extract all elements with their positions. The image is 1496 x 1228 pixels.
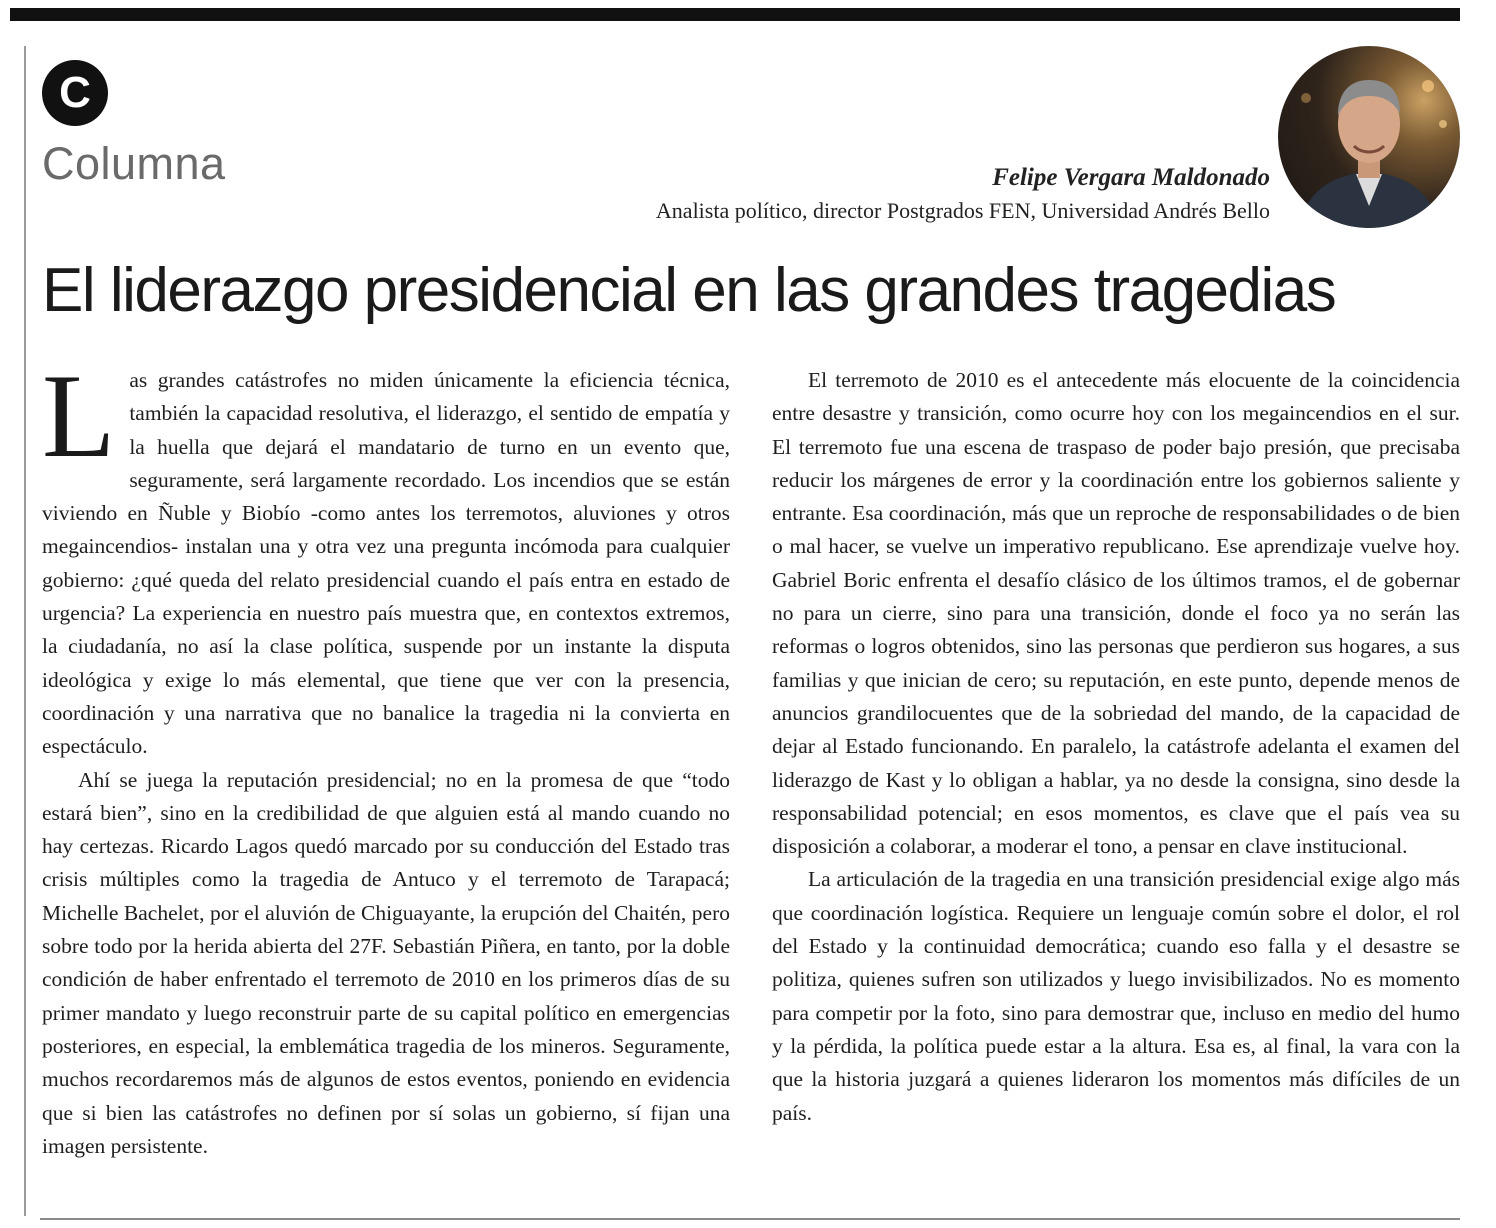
paragraph-text: as grandes catástrofes no miden únicamente la eficiencia técnica, también la capacidad resolutiva, el liderazgo, el sentido de empatía y la huella que dejará el mandatario de turno en un evento que, seguramente, será largamente recordado. Los incendios que se están viviendo en Ñuble y Biobío -como antes los terremotos, aluviones y otros megaincendios- instalan una y otra vez una pregunta incómoda para cualquier gobierno: ¿qué queda del relato presidencial cuando el país entra en estado de urgencia? La experiencia en nuestro país muestra que, en contextos extremos, la ciudadanía, no así la clase política, suspende por un instante la disputa ideológica y exige lo más elemental, que tiene que ver con la presencia, coordinación y una narrativa que no banalice la tragedia ni la convierta en espectáculo. [42,368,730,759]
headline: El liderazgo presidencial en las grandes tragedias [42,256,1336,325]
author-photo [1278,46,1460,228]
author-name: Felipe Vergara Maldonado [992,164,1270,191]
article-paragraph: Ahí se juega la reputación presidencial; no en la promesa de que “todo estará bien”, sino en la credibilidad de que alguien está al mando cuando no hay certezas. Ricardo Lagos quedó marcado por su conducción del Estado tras crisis múltiples como la tragedia de Antuco y el terremoto de Tarapacá; Michelle Bachelet, por el aluvión de Chiguayante, la erupción del Chaitén, pero sobre todo por la herida abierta del 27F. Sebastián Piñera, en tanto, por la doble condición de haber enfrentado el terremoto de 2010 en los primeros días de su primer mandato y luego reconstruir parte de su capital político en emergencias posteriores, en especial, la emblemática tragedia de los mineros. Seguramente, muchos recordaremos más de algunos de estos eventos, poniendo en evidencia que si bien las catástrofes no definen por sí solas un gobierno, sí fijan una imagen persistente. [42,767,730,1158]
article-column-right [772,364,1460,1130]
section-label: Columna [42,138,226,189]
article-paragraph [42,349,730,764]
article-paragraph: El terremoto de 2010 es el antecedente más elocuente de la coincidencia entre desastre y transición, como ocurre hoy con los megaincendios en el sur. El terremoto fue una escena de traspaso de poder bajo presión, que precisaba reducir los márgenes de error y la coordinación entre los gobiernos saliente y entrante. Esa coordinación, más que un reproche de responsabilidades o de bien o mal hacer, se vuelve un imperativo republicano. Ese aprendizaje vuelve hoy. Gabriel Boric enfrenta el desafío clásico de los últimos tramos, el de gobernar no para un cierre, sino para una transición, donde el foco ya no serán las reformas o logros obtenidos, sino las personas que perdieron sus hogares, a sus familias y que inician de cero; su reputación, en este punto, depende menos de anuncios grandilocuentes que de la sobriedad del mando, de la capacidad de dejar al Estado funcionando. En paralelo, la catástrofe adelanta el examen del liderazgo de Kast y lo obligan a hablar, ya no desde la consigna, sino desde la responsabilidad potencial; en esos momentos, es clave que el país vea su disposición a colaborar, a moderar el tono, a pensar en clave institucional. [772,368,1460,859]
top-rule [10,8,1460,21]
bottom-rule [40,1218,1460,1220]
section-badge: C [42,60,108,126]
article-paragraph: La articulación de la tragedia en una transición presidencial exige algo más que coordinación logística. Requiere un lenguaje común sobre el dolor, el rol del Estado y la continuidad democrática; cuando eso falla y el desastre se politiza, quienes sufren son utilizados y luego invisibilizados. No es momento para competir por la foto, sino para demostrar que, incluso en medio del humo y la pérdida, la política puede estar a la altura. Esa es, al final, la vara con la que la historia juzgará a quienes lideraron los momentos más difíciles de un país. [772,867,1460,1125]
author-role: Analista político, director Postgrados FEN, Universidad Andrés Bello [655,198,1270,223]
author-portrait [1278,46,1460,228]
article-column-left [42,349,730,1163]
dropcap: L [42,349,116,482]
left-margin-rule [24,46,26,1216]
